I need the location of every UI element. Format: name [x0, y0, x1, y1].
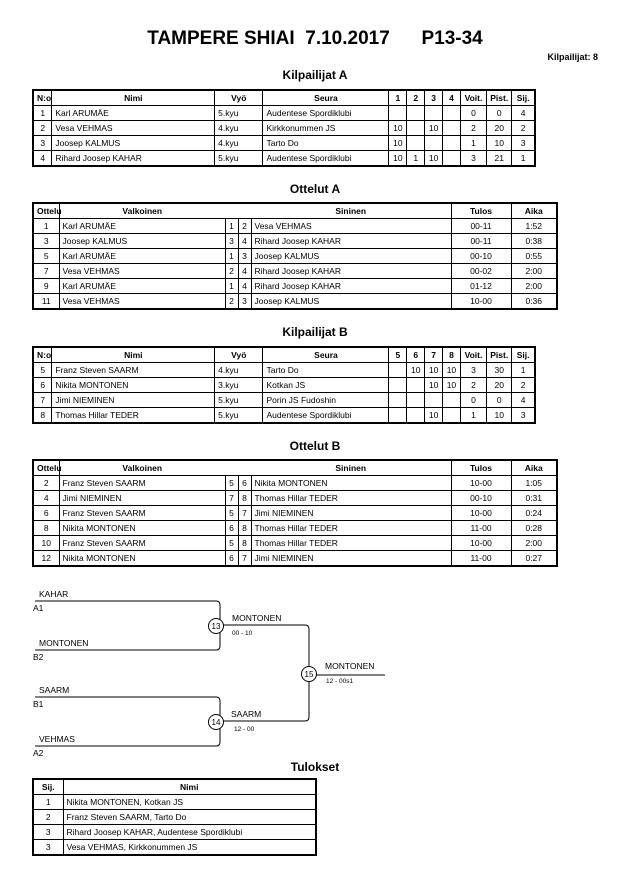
round-score: 10: [389, 121, 407, 136]
points: 10: [487, 408, 512, 424]
round-score: [443, 393, 461, 408]
competitor-number: 6: [33, 378, 52, 393]
competitor-number: 8: [33, 408, 52, 424]
blue-competitor: Rihard Joosep KAHAR: [251, 264, 451, 279]
final-place: 2: [33, 810, 63, 825]
round-score: [425, 106, 443, 121]
white-number: 1: [225, 219, 238, 234]
table-row: [33, 810, 316, 825]
white-number: 3: [225, 234, 238, 249]
wins: 1: [460, 136, 486, 151]
blue-competitor: Joosep KALMUS: [251, 294, 451, 310]
column-header: Sininen: [251, 460, 451, 476]
elimination-bracket: [0, 580, 630, 760]
blue-competitor: Thomas Hillar TEDER: [251, 491, 451, 506]
column-header: Seura: [263, 347, 389, 363]
points: 10: [487, 136, 512, 151]
match-number: 4: [33, 491, 59, 506]
matches-b-table: [32, 459, 558, 567]
match-result: 10-00: [451, 476, 511, 491]
column-header: Sininen: [251, 203, 451, 219]
table-row: [33, 294, 557, 310]
event-name: TAMPERE SHIAI: [147, 28, 295, 49]
m13-top-name: KAHAR: [39, 589, 69, 599]
match-time: 1:52: [511, 219, 557, 234]
round-score: 1: [407, 151, 425, 167]
blue-number: 4: [238, 279, 251, 294]
placement: 1: [512, 151, 535, 167]
match-time: 2:00: [511, 536, 557, 551]
table-row: [33, 249, 557, 264]
event-category: P13-34: [421, 28, 483, 49]
round-score: 10: [425, 408, 443, 424]
competitor-belt: 5.kyu: [215, 106, 263, 121]
match-result: 11-00: [451, 551, 511, 567]
points: 20: [487, 378, 512, 393]
blue-competitor: Vesa VEHMAS: [251, 219, 451, 234]
competitor-name: Karl ARUMÄE: [52, 106, 215, 121]
match-time: 0:27: [511, 551, 557, 567]
final-score: 12 - 00s1: [326, 678, 354, 685]
competitor-belt: 5.kyu: [215, 408, 263, 424]
table-row: [33, 363, 535, 378]
round-score: [407, 408, 425, 424]
round-score: 10: [425, 121, 443, 136]
white-competitor: Vesa VEHMAS: [59, 294, 225, 310]
table-row: [33, 264, 557, 279]
round-score: 10: [425, 363, 443, 378]
match-number: 5: [33, 249, 59, 264]
pool-b-table: [32, 346, 536, 424]
final-winner: MONTONEN: [325, 661, 375, 671]
competitor-club: Kotkan JS: [263, 378, 389, 393]
m14-bottom-name: VEHMAS: [39, 734, 75, 744]
placement: 2: [512, 121, 535, 136]
wins: 3: [460, 151, 486, 167]
match-number: 9: [33, 279, 59, 294]
blue-number: 8: [238, 536, 251, 551]
final-name: Franz Steven SAARM, Tarto Do: [63, 810, 316, 825]
round-score: 10: [425, 151, 443, 167]
column-header: Nimi: [63, 779, 316, 795]
round-score: [443, 151, 461, 167]
column-header: Ottelu: [33, 460, 59, 476]
table-row: [33, 279, 557, 294]
pool-a-heading: Kilpailijat A: [282, 68, 348, 82]
final-place: 3: [33, 825, 63, 840]
table-row: [33, 491, 557, 506]
blue-number: 2: [238, 219, 251, 234]
column-header: Aika: [511, 203, 557, 219]
matches-b-heading: Ottelut B: [289, 439, 341, 453]
round-score: 10: [425, 378, 443, 393]
match-15-number: 15: [304, 670, 314, 679]
match-number: 3: [33, 234, 59, 249]
table-header: [33, 779, 316, 795]
match-time: 2:00: [511, 279, 557, 294]
white-competitor: Nikita MONTONEN: [59, 551, 225, 567]
match-number: 1: [33, 219, 59, 234]
points: 0: [487, 106, 512, 121]
competitor-belt: 3.kyu: [215, 378, 263, 393]
column-header: Seura: [263, 90, 389, 106]
match-14-number: 14: [211, 718, 221, 727]
column-header: Sij.: [33, 779, 63, 795]
competitor-name: Franz Steven SAARM: [52, 363, 215, 378]
round-score: [443, 106, 461, 121]
column-header: Valkoinen: [59, 203, 225, 219]
match-result: 01-12: [451, 279, 511, 294]
competitor-club: Porin JS Fudoshin: [263, 393, 389, 408]
column-header: 8: [443, 347, 461, 363]
column-header-spacer: [225, 460, 251, 476]
match-number: 6: [33, 506, 59, 521]
match-time: 0:31: [511, 491, 557, 506]
column-header: Sij.: [512, 347, 535, 363]
blue-number: 7: [238, 551, 251, 567]
blue-number: 6: [238, 476, 251, 491]
round-score: [407, 106, 425, 121]
match-result: 11-00: [451, 521, 511, 536]
match-number: 10: [33, 536, 59, 551]
white-competitor: Franz Steven SAARM: [59, 476, 225, 491]
blue-competitor: Thomas Hillar TEDER: [251, 521, 451, 536]
points: 21: [487, 151, 512, 167]
white-number: 5: [225, 536, 238, 551]
event-date: 7.10.2017: [305, 28, 390, 49]
table-row: [33, 234, 557, 249]
column-header: Tulos: [451, 460, 511, 476]
match-number: 7: [33, 264, 59, 279]
round-score: [407, 121, 425, 136]
table-header: [33, 347, 535, 363]
round-score: 10: [407, 363, 425, 378]
competitor-name: Vesa VEHMAS: [52, 121, 215, 136]
match-result: 00-11: [451, 234, 511, 249]
table-row: [33, 136, 535, 151]
table-row: [33, 121, 535, 136]
m13-score: 00 - 10: [232, 630, 253, 637]
wins: 0: [460, 393, 486, 408]
round-score: [389, 408, 407, 424]
column-header: Pist.: [487, 347, 512, 363]
participant-count: Kilpailijat: 8: [547, 52, 598, 62]
white-competitor: Karl ARUMÄE: [59, 249, 225, 264]
column-header: Vyö: [215, 347, 263, 363]
round-score: [425, 393, 443, 408]
blue-number: 7: [238, 506, 251, 521]
results-heading: Tulokset: [290, 760, 340, 774]
placement: 1: [512, 363, 535, 378]
column-header: Nimi: [52, 347, 215, 363]
match-time: 0:38: [511, 234, 557, 249]
placement: 4: [512, 393, 535, 408]
placement: 3: [512, 136, 535, 151]
match-result: 10-00: [451, 506, 511, 521]
match-result: 10-00: [451, 536, 511, 551]
white-number: 7: [225, 491, 238, 506]
column-header: Nimi: [52, 90, 215, 106]
pool-a-table: [32, 89, 536, 167]
white-competitor: Vesa VEHMAS: [59, 264, 225, 279]
final-place: 3: [33, 840, 63, 856]
competitor-name: Thomas Hillar TEDER: [52, 408, 215, 424]
blue-competitor: Rihard Joosep KAHAR: [251, 234, 451, 249]
round-score: [407, 378, 425, 393]
m13-winner: MONTONEN: [232, 613, 282, 623]
column-header: Voit.: [460, 90, 486, 106]
column-header: Tulos: [451, 203, 511, 219]
blue-competitor: Joosep KALMUS: [251, 249, 451, 264]
competitor-name: Joosep KALMUS: [52, 136, 215, 151]
wins: 1: [460, 408, 486, 424]
blue-number: 8: [238, 491, 251, 506]
match-13-number: 13: [211, 622, 221, 631]
competitor-name: Nikita MONTONEN: [52, 378, 215, 393]
page-title: [0, 28, 630, 50]
match-result: 10-00: [451, 294, 511, 310]
competitor-number: 2: [33, 121, 52, 136]
white-number: 2: [225, 264, 238, 279]
final-name: Rihard Joosep KAHAR, Audentese Spordiklubi: [63, 825, 316, 840]
table-row: [33, 840, 316, 856]
column-header: Voit.: [460, 347, 486, 363]
match-time: 0:28: [511, 521, 557, 536]
competitor-number: 7: [33, 393, 52, 408]
final-name: Vesa VEHMAS, Kirkkonummen JS: [63, 840, 316, 856]
competitor-club: Tarto Do: [263, 363, 389, 378]
white-competitor: Karl ARUMÄE: [59, 279, 225, 294]
white-number: 5: [225, 476, 238, 491]
points: 20: [487, 121, 512, 136]
column-header: Valkoinen: [59, 460, 225, 476]
table-row: [33, 151, 535, 167]
white-number: 5: [225, 506, 238, 521]
placement: 2: [512, 378, 535, 393]
column-header: Pist.: [487, 90, 512, 106]
m14-winner: SAARM: [231, 709, 262, 719]
match-result: 00-11: [451, 219, 511, 234]
column-header: N:o: [33, 347, 52, 363]
column-header: 3: [425, 90, 443, 106]
m14-score: 12 - 00: [234, 726, 255, 733]
round-score: [389, 106, 407, 121]
competitor-club: Kirkkonummen JS: [263, 121, 389, 136]
white-competitor: Franz Steven SAARM: [59, 506, 225, 521]
competitor-belt: 4.kyu: [215, 363, 263, 378]
final-place: 1: [33, 795, 63, 810]
white-number: 2: [225, 294, 238, 310]
pool-b-heading: Kilpailijat B: [282, 325, 348, 339]
white-competitor: Nikita MONTONEN: [59, 521, 225, 536]
blue-competitor: Thomas Hillar TEDER: [251, 536, 451, 551]
competitor-club: Audentese Spordiklubi: [263, 106, 389, 121]
match-time: 1:05: [511, 476, 557, 491]
blue-number: 3: [238, 294, 251, 310]
match-time: 0:55: [511, 249, 557, 264]
blue-number: 3: [238, 249, 251, 264]
white-competitor: Joosep KALMUS: [59, 234, 225, 249]
blue-competitor: Rihard Joosep KAHAR: [251, 279, 451, 294]
table-row: [33, 551, 557, 567]
match-result: 00-10: [451, 249, 511, 264]
white-number: 1: [225, 279, 238, 294]
m14-bottom-seed: A2: [33, 748, 44, 758]
column-header: Sij.: [512, 90, 535, 106]
round-score: [389, 378, 407, 393]
wins: 2: [460, 121, 486, 136]
m13-bottom-name: MONTONEN: [39, 638, 89, 648]
match-number: 12: [33, 551, 59, 567]
competitor-belt: 4.kyu: [215, 121, 263, 136]
competitor-number: 1: [33, 106, 52, 121]
points: 0: [487, 393, 512, 408]
competitor-club: Tarto Do: [263, 136, 389, 151]
competitor-club: Audentese Spordiklubi: [263, 151, 389, 167]
white-number: 6: [225, 521, 238, 536]
matches-a-heading: Ottelut A: [289, 182, 341, 196]
blue-competitor: Jimi NIEMINEN: [251, 551, 451, 567]
table-row: [33, 106, 535, 121]
round-score: 10: [389, 136, 407, 151]
table-row: [33, 378, 535, 393]
match-time: 0:36: [511, 294, 557, 310]
column-header: 7: [425, 347, 443, 363]
table-row: [33, 408, 535, 424]
round-score: [425, 136, 443, 151]
table-row: [33, 521, 557, 536]
column-header: N:o: [33, 90, 52, 106]
wins: 2: [460, 378, 486, 393]
column-header: 5: [389, 347, 407, 363]
column-header: 1: [389, 90, 407, 106]
m13-top-seed: A1: [33, 603, 44, 613]
round-score: [407, 393, 425, 408]
column-header: Ottelu: [33, 203, 59, 219]
blue-number: 8: [238, 521, 251, 536]
white-number: 6: [225, 551, 238, 567]
match-time: 2:00: [511, 264, 557, 279]
white-number: 1: [225, 249, 238, 264]
round-score: [389, 393, 407, 408]
match-number: 11: [33, 294, 59, 310]
competitor-belt: 4.kyu: [215, 136, 263, 151]
competitor-number: 3: [33, 136, 52, 151]
competitor-number: 5: [33, 363, 52, 378]
blue-competitor: Jimi NIEMINEN: [251, 506, 451, 521]
table-row: [33, 795, 316, 810]
table-header: [33, 203, 557, 219]
table-row: [33, 393, 535, 408]
column-header: Aika: [511, 460, 557, 476]
m13-bottom-seed: B2: [33, 652, 44, 662]
m14-top-seed: B1: [33, 699, 44, 709]
wins: 0: [460, 106, 486, 121]
competitor-name: Jimi NIEMINEN: [52, 393, 215, 408]
column-header: 4: [443, 90, 461, 106]
table-row: [33, 506, 557, 521]
matches-a-table: [32, 202, 558, 310]
table-row: [33, 536, 557, 551]
round-score: [407, 136, 425, 151]
match-result: 00-02: [451, 264, 511, 279]
blue-number: 4: [238, 234, 251, 249]
white-competitor: Karl ARUMÄE: [59, 219, 225, 234]
table-row: [33, 476, 557, 491]
table-row: [33, 219, 557, 234]
placement: 3: [512, 408, 535, 424]
final-name: Nikita MONTONEN, Kotkan JS: [63, 795, 316, 810]
wins: 3: [460, 363, 486, 378]
white-competitor: Franz Steven SAARM: [59, 536, 225, 551]
table-header: [33, 460, 557, 476]
round-score: [443, 136, 461, 151]
table-header: [33, 90, 535, 106]
competitor-club: Audentese Spordiklubi: [263, 408, 389, 424]
column-header: Vyö: [215, 90, 263, 106]
m14-top-name: SAARM: [39, 685, 70, 695]
points: 30: [487, 363, 512, 378]
blue-number: 4: [238, 264, 251, 279]
round-score: 10: [389, 151, 407, 167]
placement: 4: [512, 106, 535, 121]
match-time: 0:24: [511, 506, 557, 521]
match-number: 8: [33, 521, 59, 536]
match-result: 00-10: [451, 491, 511, 506]
blue-competitor: Nikita MONTONEN: [251, 476, 451, 491]
round-score: 10: [443, 378, 461, 393]
match-number: 2: [33, 476, 59, 491]
round-score: 10: [443, 363, 461, 378]
round-score: [443, 408, 461, 424]
column-header: 2: [407, 90, 425, 106]
table-row: [33, 825, 316, 840]
round-score: [389, 363, 407, 378]
results-table: [32, 778, 317, 856]
column-header: 6: [407, 347, 425, 363]
column-header-spacer: [225, 203, 251, 219]
competitor-belt: 5.kyu: [215, 151, 263, 167]
round-score: [443, 121, 461, 136]
white-competitor: Jimi NIEMINEN: [59, 491, 225, 506]
competitor-name: Rihard Joosep KAHAR: [52, 151, 215, 167]
competitor-number: 4: [33, 151, 52, 167]
competitor-belt: 5.kyu: [215, 393, 263, 408]
